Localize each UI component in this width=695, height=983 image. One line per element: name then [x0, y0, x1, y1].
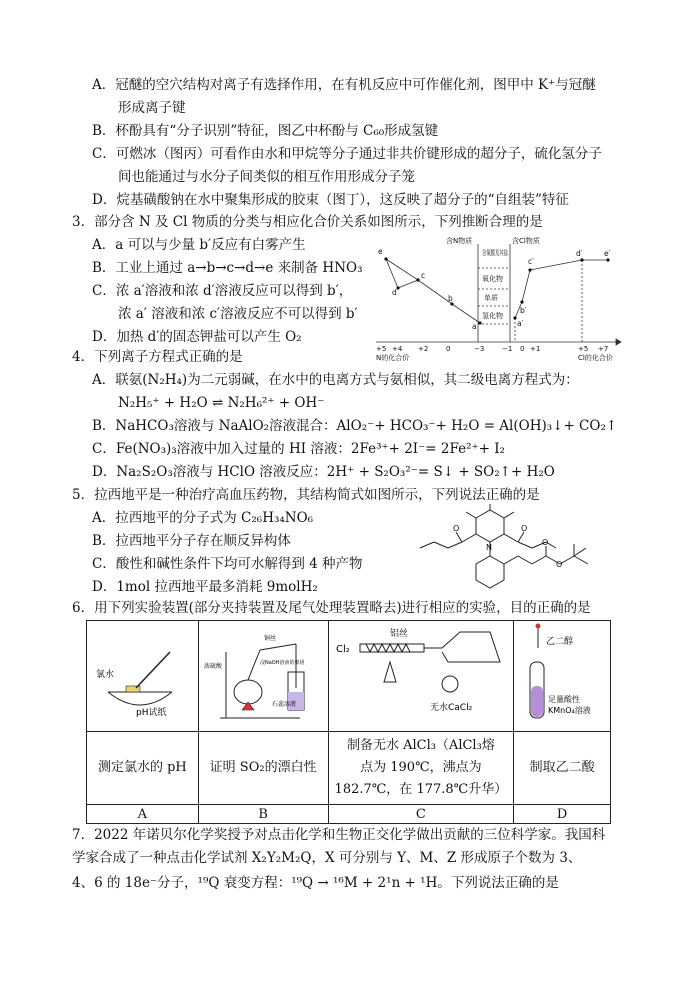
category-oxyacid: 含氧酸及其盐 [482, 249, 524, 257]
choice-letter-b: B [198, 805, 328, 824]
q2-option-d: D．烷基磺酸钠在水中聚集形成的胶束（图丁），这反映了超分子的“自组装”特征 [92, 192, 569, 208]
caption-c-line1: 制备无水 AlCl₃（AlCl₃熔 [346, 738, 495, 753]
n-tick-m3: −3 [474, 345, 485, 353]
point-a-prime: a′ [517, 319, 524, 328]
q3-option-c: C．浓 a′溶液和浓 d′溶液反应可以得到 b′， [92, 283, 353, 299]
label-copper-wire: 铜丝 [264, 635, 277, 642]
q6-stem: 6．用下列实验装置(部分夹持装置及尾气处理装置略去)进行相应的实验，目的正确的是 [72, 600, 591, 616]
choice-letter-a: A [87, 805, 199, 824]
label-conc-sulfuric: 浓硫酸 [204, 663, 223, 670]
experiment-table [86, 620, 611, 824]
q5-option-d: D．1mol 拉西地平最多消耗 9molH₂ [92, 579, 318, 595]
n-tick-p5: +5 [376, 345, 387, 353]
point-e: e [378, 247, 383, 256]
q3-option-b: B．工业上通过 a→b→c→d→e 来制备 HNO₃ [92, 260, 363, 276]
label-kmno4-solution: KMnO₄溶液 [547, 706, 591, 715]
q4-option-c: C．Fe(NO₃)₃溶液中加入过量的 HI 溶液：2Fe³⁺+ 2I⁻= 2Fe²⁺+ I₂ [92, 441, 505, 457]
n-tick-p2: +2 [418, 345, 429, 353]
cl-tick-m1: −1 [502, 345, 513, 353]
label-ph-paper: pH试纸 [136, 708, 167, 718]
point-b: b [448, 294, 453, 303]
apparatus-c [328, 621, 514, 732]
q2-option-b: B．杯酚具有“分子识别”特征，图乙中杯酚与 C₆₀形成氢键 [92, 123, 439, 139]
point-d-prime: d′ [576, 249, 583, 258]
cl-axis-label: Cl的化合价 [578, 354, 613, 362]
q5-option-b: B．拉西地平分子存在顺反异构体 [92, 533, 291, 549]
point-c: c [421, 271, 426, 280]
label-excess-acidic: 足量酸性 [547, 695, 580, 704]
cl-tick-p5: +5 [578, 345, 589, 353]
atom-o-4: O [556, 560, 563, 569]
caption-c-line3: 182.7℃，在 177.8℃升华） [334, 782, 508, 797]
point-b-prime: b′ [520, 306, 527, 315]
label-naoh-cotton: 浸NaOH溶液的棉团 [260, 660, 305, 666]
apparatus-d [514, 621, 611, 732]
category-element: 单质 [484, 294, 498, 302]
point-d: d [392, 288, 397, 297]
n-tick-p4: +4 [392, 345, 403, 353]
q3-option-c-cont: 浓 a′ 溶液和浓 c′溶液反应不可以得到 b′ [118, 306, 358, 322]
caption-d: 制取乙二酸 [514, 732, 611, 805]
label-anhydrous-cacl2: 无水CaCl₂ [429, 703, 473, 713]
q2-option-a-cont: 形成离子键 [118, 100, 186, 116]
cl-header: 含Cl物质 [512, 237, 540, 245]
label-litmus: 石蕊溶液 [272, 701, 297, 708]
n-tick-0: 0 [446, 345, 451, 353]
category-oxide: 氧化物 [482, 275, 503, 283]
q4-stem: 4．下列离子方程式正确的是 [72, 349, 243, 365]
q5-option-a: A．拉西地平的分子式为 C₂₆H₃₄NO₆ [92, 510, 314, 526]
caption-a: 测定氯水的 pH [87, 732, 199, 805]
q3-option-a: A．a 可以与少量 b′反应有白雾产生 [92, 237, 306, 253]
label-chlorine-water: 氯水 [96, 670, 115, 680]
cl-tick-p1: +1 [530, 345, 541, 353]
label-ethylene-glycol: 乙二醇 [545, 637, 573, 647]
q7-stem: 7．2022 年诺贝尔化学奖授予对点击化学和生物正交化学做出贡献的三位科学家。我国科 [72, 827, 606, 843]
caption-c-line2: 点为 190℃，沸点为 [360, 760, 482, 775]
apparatus-b [198, 621, 328, 732]
q2-option-c-cont: 间也能通过与水分子间类似的相互作用形成分子笼 [118, 169, 415, 185]
cl-tick-0: 0 [520, 345, 525, 353]
apparatus-a [87, 621, 199, 732]
q3-option-d: D．加热 d′的固态钾盐可以产生 O₂ [92, 329, 302, 345]
choice-letter-d: D [514, 805, 611, 824]
atom-o-3: O [542, 538, 549, 547]
q4-option-b: B．NaHCO₃溶液与 NaAlO₂溶液混合：AlO₂⁻+ HCO₃⁻+ H₂O = Al(OH)₃↓+ CO₂↑ [92, 418, 618, 434]
point-c-prime: c′ [528, 257, 534, 266]
q7-stem-cont1: 学家合成了一种点击化学试剂 X₂Y₂M₂Q，X 可分别与 Y、M、Z 形成原子个数为 3、 [72, 850, 582, 866]
valence-category-graph [372, 234, 622, 362]
point-e-prime: e′ [604, 249, 611, 258]
q2-option-a: A．冠醚的空穴结构对离子有选择作用，在有机反应中可作催化剂，图甲中 K⁺与冠醚 [92, 77, 596, 93]
label-aluminum-wire: 铝丝 [389, 629, 408, 639]
q5-stem: 5．拉西地平是一种治疗高血压药物，其结构简式如图所示，下列说法正确的是 [72, 487, 540, 503]
atom-o-2: O [521, 524, 528, 533]
caption-b: 证明 SO₂的漂白性 [198, 732, 328, 805]
label-cl2: Cl₂ [335, 644, 350, 655]
q7-stem-cont2: 4、6 的 18e⁻分子，¹⁹Q 衰变方程：¹⁹Q → ¹⁶M + 2¹n + ¹H。下列说法正确的是 [72, 875, 559, 891]
lacidipine-structure [406, 504, 614, 596]
n-axis-label: N的化合价 [376, 354, 410, 362]
atom-n: N [486, 543, 492, 552]
choice-letter-c: C [328, 805, 514, 824]
category-hydride: 氢化物 [482, 312, 503, 320]
cl-tick-p7: +7 [598, 345, 609, 353]
q4-option-a: A．联氨(N₂H₄)为二元弱碱，在水中的电离方式与氨相似，其二级电离方程式为： [92, 372, 579, 388]
atom-o-1: O [453, 524, 460, 533]
n-header: 含N物质 [446, 237, 473, 245]
caption-c [328, 732, 514, 805]
point-a: a [472, 322, 477, 331]
q4-option-d: D．Na₂S₂O₃溶液与 HClO 溶液反应：2H⁺ + S₂O₃²⁻= S↓ + SO₂↑+ H₂O [92, 464, 555, 480]
q2-option-c: C．可燃冰（图丙）可看作由水和甲烷等分子通过非共价键形成的超分子，硫化氢分子 [92, 146, 602, 162]
q4-option-a-equation: N₂H₅⁺ + H₂O ⇌ N₂H₆²⁺ + OH⁻ [118, 395, 325, 411]
q5-option-c: C．酸性和碱性条件下均可水解得到 4 种产物 [92, 556, 363, 572]
q3-stem: 3．部分含 N 及 Cl 物质的分类与相应化合价关系如图所示，下列推断合理的是 [72, 214, 543, 230]
